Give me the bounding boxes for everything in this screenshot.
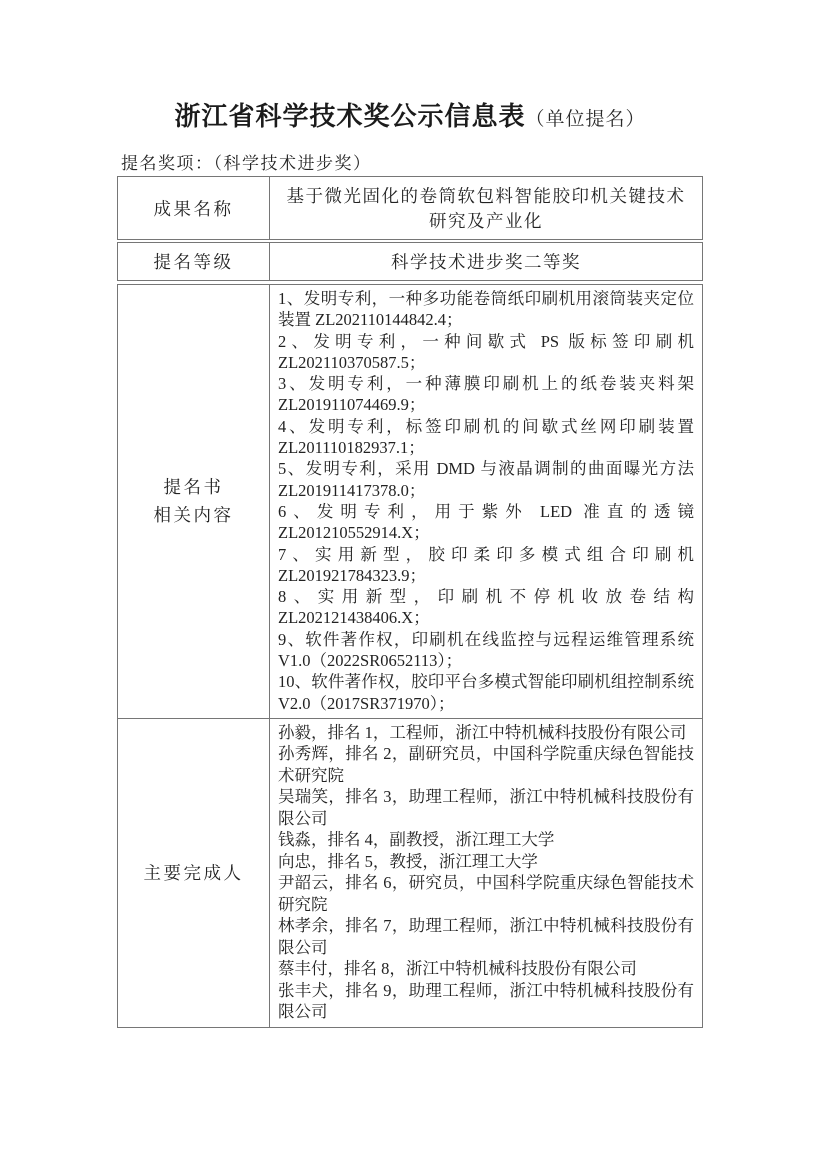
completer-item: 孙毅，排名 1，工程师，浙江中特机械科技股份有限公司 bbox=[278, 722, 687, 742]
nomination-item: 6、发明专利，用于紫外 LED 准直的透镜 ZL201210552914.X； bbox=[278, 501, 694, 543]
completer-item: 尹韶云，排名 6，研究员，中国科学院重庆绿色智能技术研究院 bbox=[278, 873, 694, 914]
nomination-item: 3、发明专利，一种薄膜印刷机上的纸卷装夹料架 ZL201911074469.9； bbox=[278, 374, 694, 415]
completer-item: 向忠，排名 5，教授，浙江理工大学 bbox=[278, 851, 538, 871]
grade-value: 科学技术进步奖二等奖 bbox=[391, 252, 581, 272]
completers-list bbox=[270, 719, 702, 1027]
nomination-item: 9、软件著作权，印刷机在线监控与远程运维管理系统 V1.0（2022SR0652113）； bbox=[278, 629, 694, 671]
table-row-completers bbox=[118, 718, 702, 1027]
completer-item: 吴瑞笑，排名 3，助理工程师，浙江中特机械科技股份有限公司 bbox=[278, 787, 694, 828]
completer-item: 钱淼，排名 4，副教授，浙江理工大学 bbox=[278, 830, 555, 850]
nomination-items-list bbox=[270, 285, 702, 718]
page-title-note: （单位提名） bbox=[525, 109, 646, 130]
nomination-item: 2、发明专利，一种间歇式 PS 版标签印刷机 ZL202110370587.5； bbox=[278, 331, 694, 372]
grade-label: 提名等级 bbox=[118, 243, 270, 280]
nomination-label-line1: 提名书 bbox=[163, 477, 224, 498]
nomination-item: 7、实用新型，胶印柔印多模式组合印刷机 ZL201921784323.9； bbox=[278, 544, 694, 585]
page-title bbox=[0, 96, 820, 133]
completers-label: 主要完成人 bbox=[118, 719, 270, 1027]
result-name-label: 成果名称 bbox=[118, 177, 270, 239]
nomination-item: 1、发明专利，一种多功能卷筒纸印刷机用滚筒装夹定位装置 ZL202110144842.4； bbox=[278, 289, 694, 330]
nomination-item: 8、实用新型，印刷机不停机收放卷结构 ZL202121438406.X； bbox=[278, 587, 694, 628]
table-row-nomination-contents bbox=[118, 285, 702, 718]
completer-item: 孙秀辉，排名 2，副研究员，中国科学院重庆绿色智能技术研究院 bbox=[278, 744, 694, 785]
nomination-item: 5、发明专利，采用 DMD 与液晶调制的曲面曝光方法 ZL201911417378.0； bbox=[278, 459, 694, 500]
result-name-value: 基于微光固化的卷筒软包料智能胶印机关键技术研究及产业化 bbox=[286, 186, 686, 231]
table-row bbox=[118, 177, 702, 239]
nomination-label-line2: 相关内容 bbox=[153, 505, 234, 526]
table-result-name bbox=[117, 176, 703, 240]
nomination-contents-label bbox=[118, 285, 270, 718]
completer-item: 蔡丰付，排名 8，浙江中特机械科技股份有限公司 bbox=[278, 959, 637, 979]
page-title-main: 浙江省科学技术奖公示信息表 bbox=[174, 101, 526, 131]
table-details bbox=[117, 284, 703, 1028]
award-category-line: 提名奖项：（科学技术进步奖） bbox=[121, 154, 372, 173]
nomination-contents-label-text bbox=[154, 473, 234, 529]
nomination-item: 4、发明专利，标签印刷机的间歇式丝网印刷装置 ZL201110182937.1； bbox=[278, 416, 694, 458]
table-row bbox=[118, 243, 702, 280]
nomination-item: 10、软件著作权，胶印平台多模式智能印刷机组控制系统 V2.0（2017SR371970）； bbox=[278, 672, 694, 713]
completer-item: 张丰犬，排名 9，助理工程师，浙江中特机械科技股份有限公司 bbox=[278, 980, 694, 1022]
table-grade bbox=[117, 242, 703, 281]
completer-item: 林孝余，排名 7，助理工程师，浙江中特机械科技股份有限公司 bbox=[278, 916, 694, 957]
